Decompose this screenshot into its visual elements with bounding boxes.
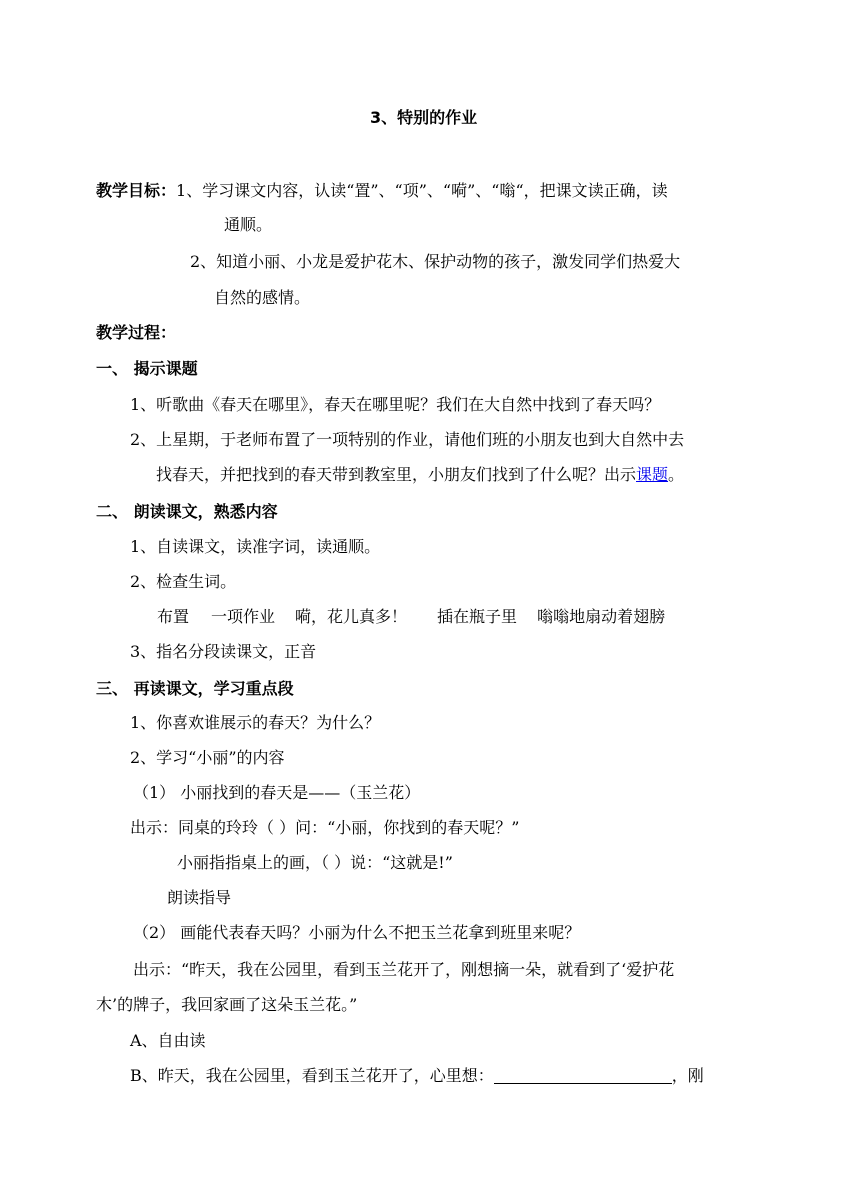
section-2-item-1: 1、自读课文，读准字词，读通顺。: [130, 537, 381, 556]
section-2-item-2: 2、检查生词。: [130, 572, 237, 591]
section-1-item-2-end: 。: [668, 465, 685, 484]
section-1-item-2-text: 找春天，并把找到的春天带到教室里，小朋友们找到了什么呢？出示: [156, 465, 637, 484]
section-3-item-2: 2、学习“小丽”的内容: [130, 748, 285, 767]
section-3-item-1: 1、你喜欢谁展示的春天？为什么？: [130, 713, 381, 732]
goal-2-text: 2、知道小丽、小龙是爱护花木、保护动物的孩子，激发同学们热爱大: [190, 252, 681, 271]
show-1: 出示：同桌的玲玲（ ）问：“小丽，你找到的春天呢？”: [130, 818, 520, 837]
vocab-word: 嗬，花儿真多！: [295, 607, 408, 626]
item-a: A、自由读: [130, 1031, 206, 1050]
goals-line-1: [96, 180, 668, 202]
section-1-item-2-cont: [156, 464, 684, 486]
goal-1-cont: 通顺。: [224, 215, 273, 234]
topic-link[interactable]: 课题: [636, 465, 669, 484]
section-2-item-3: 3、指名分段读课文，正音: [130, 642, 317, 661]
vocab-word: 布置: [157, 607, 190, 626]
goal-2-cont: 自然的感情。: [214, 288, 311, 307]
goal-1-text: 1、学习课文内容，认读“置”、“项”、“嗬”、“嗡“，把课文读正确，读: [176, 181, 668, 200]
show-2: 出示：“昨天，我在公园里，看到玉兰花开了，刚想摘一朵，就看到了‘爱护花: [133, 960, 675, 979]
sub-item-1: （1） 小丽找到的春天是——（玉兰花）: [133, 783, 421, 802]
vocab-word: 一项作业: [211, 607, 276, 626]
vocab-word: 插在瓶子里: [437, 607, 518, 626]
vocab-word: 嗡嗡地扇动着翅膀: [537, 607, 666, 626]
show-2-cont: 木’的牌子，我回家画了这朵玉兰花。”: [96, 995, 358, 1014]
fill-blank[interactable]: [494, 1067, 672, 1084]
section-1-title: 一、 揭示课题: [96, 359, 198, 378]
item-b-end: ，刚: [671, 1066, 704, 1085]
item-b-text: B、昨天，我在公园里，看到玉兰花开了，心里想：: [130, 1066, 494, 1085]
item-b: [130, 1065, 704, 1087]
sub-item-2: （2） 画能代表春天吗？小丽为什么不把玉兰花拿到班里来呢？: [133, 923, 581, 942]
show-1-cont: 小丽指指桌上的画，（ ）说：“这就是!”: [177, 853, 453, 872]
section-1-item-1: 1、听歌曲《春天在哪里》，春天在哪里呢？我们在大自然中找到了春天吗？: [130, 395, 661, 414]
vocab-row: [157, 606, 665, 628]
process-label: 教学过程：: [96, 323, 177, 342]
section-1-item-2: 2、上星期，于老师布置了一项特别的作业，请他们班的小朋友也到大自然中去: [130, 430, 685, 449]
page-title: 3、特别的作业: [370, 108, 478, 127]
section-2-title: 二、 朗读课文，熟悉内容: [96, 502, 278, 521]
reading-guide: 朗读指导: [167, 888, 232, 907]
section-3-title: 三、 再读课文，学习重点段: [96, 679, 294, 698]
goals-label: 教学目标：: [96, 181, 177, 200]
